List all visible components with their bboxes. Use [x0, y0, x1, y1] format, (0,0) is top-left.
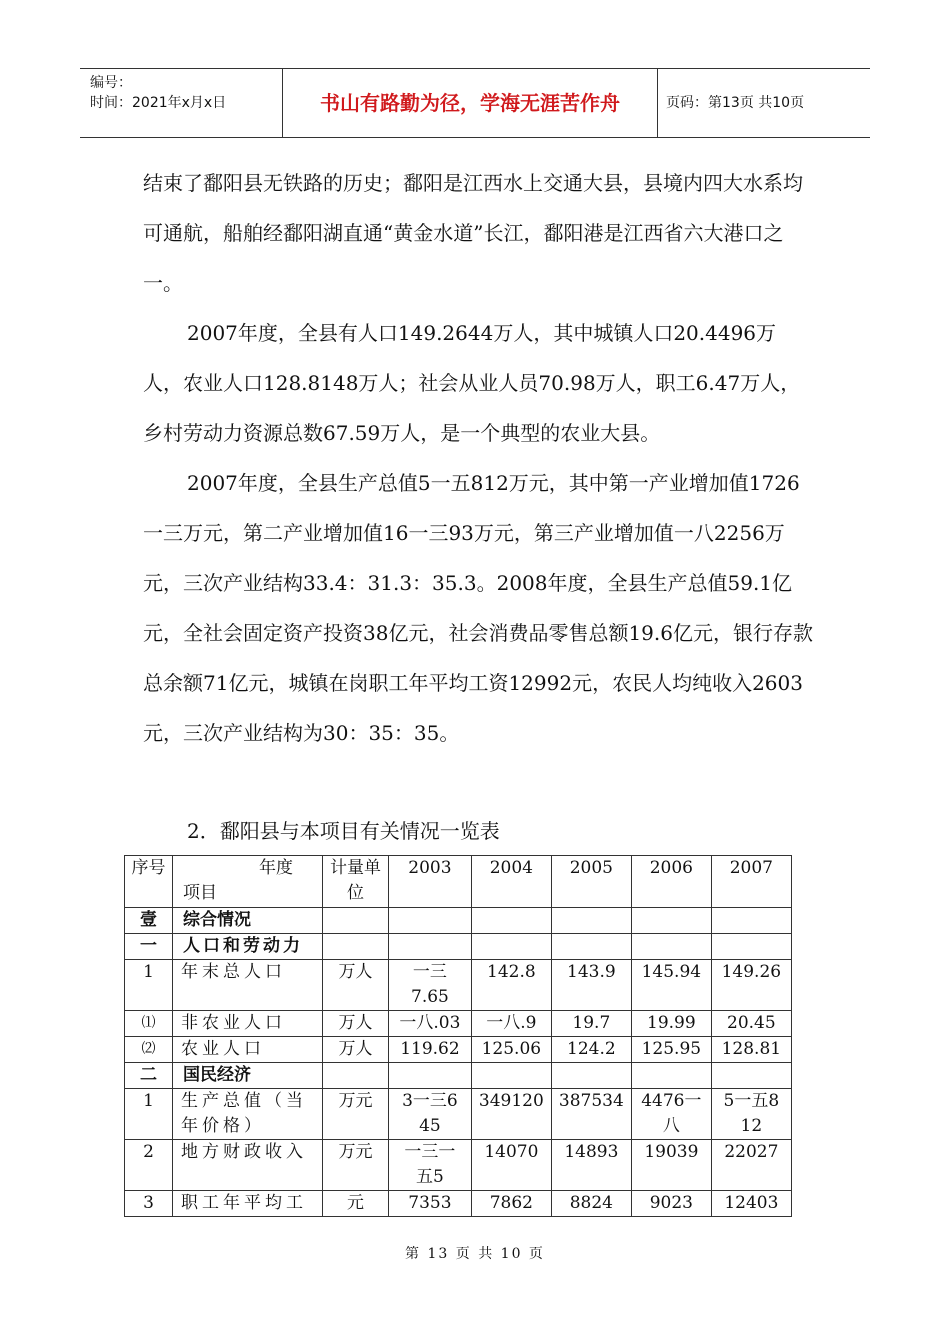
header-year-2007: 2007 [711, 856, 791, 908]
row-item: 非农业人口 [173, 1011, 323, 1037]
row-value: 349120 [471, 1089, 551, 1140]
row-value: 125.95 [631, 1037, 711, 1063]
row-unit: 万元 [323, 1089, 389, 1140]
row-unit: 万元 [323, 1140, 389, 1191]
row-item: 人口和劳动力 [173, 934, 323, 960]
header-meta [80, 69, 283, 137]
row-unit [323, 908, 389, 934]
row-value: 14070 [471, 1140, 551, 1191]
row-value: 8824 [551, 1191, 631, 1217]
row-value: 119.62 [389, 1037, 472, 1063]
header-year-2003: 2003 [389, 856, 472, 908]
table-row [125, 934, 792, 960]
row-value: 20.45 [711, 1011, 791, 1037]
row-value: 4476一八 [631, 1089, 711, 1140]
row-value: 19.99 [631, 1011, 711, 1037]
row-item: 生产总值（当年价格） [173, 1089, 323, 1140]
table-row [125, 908, 792, 934]
page-footer: 第 13 页 共 10 页 [405, 1246, 545, 1262]
row-seq: 1 [125, 960, 173, 1011]
header-year-2006: 2006 [631, 856, 711, 908]
statistics-table [124, 855, 792, 1217]
table-caption: 2．鄱阳县与本项目有关情况一览表 [187, 819, 500, 843]
header-year-item [173, 856, 323, 908]
table-row [125, 1037, 792, 1063]
row-value: 12403 [711, 1191, 791, 1217]
header-year-label: 年度 [259, 858, 293, 878]
paragraph-2: 2007年度，全县有人口149.2644万人，其中城镇人口20.4496万人，农业人口128.8148万人；社会从业人员70.98万人，职工6.47万人，乡村劳动力资源总数67.59万人，是一个典型的农业大县。 [143, 321, 801, 445]
row-seq: 一 [125, 934, 173, 960]
row-value: 14893 [551, 1140, 631, 1191]
row-unit: 万人 [323, 1037, 389, 1063]
row-value: 145.94 [631, 960, 711, 1011]
paragraph-3: 2007年度，全县生产总值5一五812万元，其中第一产业增加值1726一三万元，第二产业增加值16一三93万元，第三产业增加值一八2256万元，三次产业结构33.4：31.3：35.3。2008年度，全县生产总值59.1亿元，全社会固定资产投资38亿元，社会消费品零售总额19.6亿元，银行存款总余额71亿元，城镇在岗职工年平均工资12992元，农民人均纯收入2603元，三次产业结构为30：35：35。 [143, 471, 813, 745]
row-value: 9023 [631, 1191, 711, 1217]
row-seq: ⑵ [125, 1037, 173, 1063]
row-item: 综合情况 [173, 908, 323, 934]
row-seq: 3 [125, 1191, 173, 1217]
row-value: 19039 [631, 1140, 711, 1191]
row-value: 19.7 [551, 1011, 631, 1037]
row-seq: 2 [125, 1140, 173, 1191]
row-item: 农业人口 [173, 1037, 323, 1063]
row-value: 143.9 [551, 960, 631, 1011]
row-seq: 壹 [125, 908, 173, 934]
row-value: 125.06 [471, 1037, 551, 1063]
row-seq: ⑴ [125, 1011, 173, 1037]
document-number-label: 编号： [90, 75, 132, 91]
table-row [125, 1063, 792, 1089]
row-value: 一三7.65 [389, 960, 472, 1011]
row-item: 职工年平均工 [173, 1191, 323, 1217]
row-item: 地方财政收入 [173, 1140, 323, 1191]
header-item-label: 项目 [183, 883, 217, 903]
row-value: 128.81 [711, 1037, 791, 1063]
row-value: 一八.9 [471, 1011, 551, 1037]
table-row [125, 1191, 792, 1217]
row-value: 149.26 [711, 960, 791, 1011]
page-header [80, 68, 870, 138]
row-unit: 元 [323, 1191, 389, 1217]
paragraph-1: 结束了鄱阳县无铁路的历史；鄱阳是江西水上交通大县，县境内四大水系均可通航，船舶经鄱阳湖直通“黄金水道”长江，鄱阳港是江西省六大港口之一。 [143, 171, 803, 295]
row-item: 年末总人口 [173, 960, 323, 1011]
table-row [125, 1140, 792, 1191]
header-page-label: 页码：第13页 共10页 [666, 95, 805, 111]
header-year-2005: 2005 [551, 856, 631, 908]
table-row [125, 960, 792, 1011]
row-unit [323, 934, 389, 960]
row-value: 22027 [711, 1140, 791, 1191]
table-header-row [125, 856, 792, 908]
row-seq: 二 [125, 1063, 173, 1089]
row-value: 387534 [551, 1089, 631, 1140]
document-time-label: 时间：2021年x月x日 [90, 95, 227, 111]
row-seq: 1 [125, 1089, 173, 1140]
row-value: 5一五812 [711, 1089, 791, 1140]
row-value: 142.8 [471, 960, 551, 1011]
table-row [125, 1011, 792, 1037]
table-row [125, 1089, 792, 1140]
row-value: 一八.03 [389, 1011, 472, 1037]
row-value: 一三一五5 [389, 1140, 472, 1191]
row-unit: 万人 [323, 1011, 389, 1037]
row-value: 124.2 [551, 1037, 631, 1063]
row-value: 3一三645 [389, 1089, 472, 1140]
row-value: 7353 [389, 1191, 472, 1217]
row-item: 国民经济 [173, 1063, 323, 1089]
row-unit: 万人 [323, 960, 389, 1011]
row-unit [323, 1063, 389, 1089]
row-value: 7862 [471, 1191, 551, 1217]
header-year-2004: 2004 [471, 856, 551, 908]
header-unit: 计量单位 [323, 856, 389, 908]
header-seq: 序号 [125, 856, 173, 908]
header-motto: 书山有路勤为径，学海无涯苦作舟 [283, 69, 658, 137]
